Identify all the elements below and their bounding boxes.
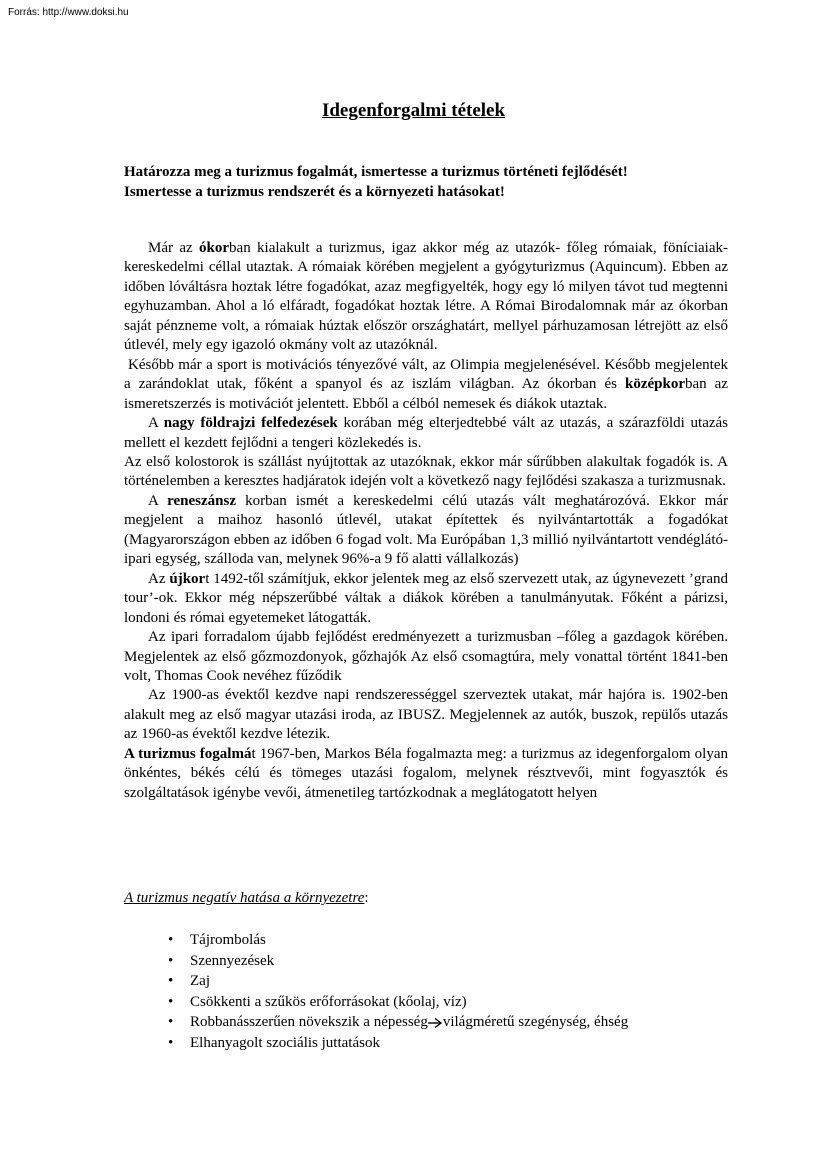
bullet-icon: •: [168, 1014, 174, 1030]
text-run: Az: [148, 570, 170, 587]
text-run: Később már a sport is motivációs tényezővé vált, az Olimpia megjelenésével. Később megjelentek a zarándoklat utak, főként a spanyol és az iszlám világban. Az ókorban és: [124, 356, 728, 393]
list-item-text: Elhanyagolt szociális juttatások: [190, 1034, 380, 1051]
list-item-text: Robbanásszerűen növekszik a népesség: [190, 1014, 428, 1030]
list-item-text: Szennyezések: [190, 952, 275, 969]
text-run: ban kialakult a turizmus, igaz akkor még az utazók- főleg rómaiak, föníciaiak- kereskedelmi céllal utaztak. A rómaiak körében megjelent a gyógyturizmus (Aquincum). Ebben az időben lóváltásra hoztak létre fogadókat, azaz megfigyelték, hogy egy ló milyen távot tud megtenni egyhuzamban. Ahol a ló elfáradt, fogadókat hoztak létre. A Római Birodalomnak már az ókorban saját pénzneme volt, a rómaiak húztak először országhatárt, mellyel párhuzamosan létrejött az első útlevél, mely egy igazoló okmány volt az utazóknál.: [124, 240, 728, 354]
paragraph-renaissance: [124, 492, 728, 570]
bold-term: reneszánsz: [167, 492, 236, 509]
paragraph-sport: [124, 356, 728, 414]
bullet-icon: •: [168, 993, 174, 1010]
text-run: t 1492-től számítjuk, ekkor jelentek meg az első szervezett utak, az úgynevezett ’grand tour’-ok. Ekkor még népszerűbbé váltak a diákok körében a tanulmányutak. Főként a párizsi, londoni és római egyetemeket látogatták.: [124, 570, 728, 626]
paragraph-discoveries: [124, 414, 728, 453]
paragraph-industrial: Az ipari forradalom újabb fejlődést eredményezett a turizmusban –főleg a gazdagok körében. Megjelentek az első gőzmozdonyok, gőzhajók Az első csomagtúra, mely vonattal történt 1841-ben volt, Thomas Cook nevéhez fűződik: [124, 629, 728, 684]
list-item: [124, 992, 628, 1013]
bold-term: középkor: [624, 376, 685, 393]
heading-text: A turizmus negatív hatása a környezetre: [124, 890, 365, 906]
paragraph-definition: [124, 745, 728, 803]
text-run: A: [148, 492, 168, 509]
bold-term: ókor: [199, 240, 230, 256]
negative-effects-list: [124, 930, 628, 1053]
bold-term: nagy földrajzi felfedezések: [163, 415, 338, 432]
negative-effects-heading: [124, 890, 369, 907]
bullet-icon: •: [168, 973, 174, 989]
text-run: t 1967-ben, Markos Béla fogalmazta meg: a turizmus az idegenforgalom olyan önkéntes, békés célú és tömeges utazási fogalom, melynek résztvevői, mint fogyasztók és szolgáltatások igénybe vevői, átmenetileg tartózkodnak a meglátogatott helyen: [124, 745, 728, 801]
bullet-icon: •: [168, 1034, 174, 1051]
list-item-text: világméretű szegénység, éhség: [442, 1014, 629, 1030]
bullet-icon: •: [168, 952, 174, 969]
bold-term: A turizmus fogalmá: [124, 745, 252, 762]
text-run: korában még elterjedtebbé vált az utazás, a szárazföldi utazás mellett el kezdett fejlődni a tengeri közlekedés is.: [124, 415, 728, 451]
heading-colon: :: [364, 890, 369, 906]
list-item: [124, 971, 628, 992]
list-item: [124, 1033, 628, 1054]
question-line-1: Határozza meg a turizmus fogalmát, ismertesse a turizmus történeti fejlődését!: [124, 164, 628, 180]
bold-term: újkor: [169, 570, 206, 587]
list-item: [124, 930, 628, 951]
text-run: Már az: [148, 240, 200, 256]
list-item-text: Zaj: [190, 973, 210, 989]
paragraph-modern-age: [124, 570, 728, 628]
text-run: A: [148, 415, 164, 432]
text-run: korban ismét a kereskedelmi célú utazás vált meghatározóvá. Ekkor már megjelent a maihoz hasonló útlevél, utakat építettek és nyilvántartották a fogadókat (Magyarországon ebben az időben 6 fogad volt. Ma Európában 1,3 millió nyilvántartott vendéglátó-ipari egység, szálloda van, melynek 96%-a 9 fő alatti vállalkozás): [124, 492, 728, 568]
body-text: [124, 239, 728, 803]
paragraph-1900s: Az 1900-as évektől kezdve napi rendszerességgel szerveztek utakat, már hajóra is. 1902-ben alakult meg az első magyar utazási iroda, az IBUSZ. Megjelennek az autók, buszok, repülős utazás az 1960-as évektől kezdve létezik.: [124, 687, 728, 743]
exam-question: [124, 162, 728, 202]
list-item: [124, 951, 628, 972]
bullet-icon: •: [168, 932, 174, 948]
right-arrow-icon: [428, 1017, 443, 1029]
list-item-text: Tájrombolás: [190, 932, 266, 948]
list-item-text: Csökkenti a szűkös erőforrásokat (kőolaj, víz): [190, 993, 467, 1010]
source-label: Forrás: http://www.doksi.hu: [8, 7, 129, 18]
text-run: ban az ismeretszerzés is motivációt jelentett. Ebből a célból nemesek és diákok utaztak.: [124, 376, 728, 412]
document-title: Idegenforgalmi tételek: [321, 100, 506, 121]
question-line-2: Ismertesse a turizmus rendszerét és a környezeti hatásokat!: [124, 184, 505, 200]
paragraph-antiquity: [124, 239, 728, 356]
paragraph-monasteries: Az első kolostorok is szállást nyújtottak az utazóknak, ekkor már sűrűbben alakultak fogadók is. A történelemben a keresztes hadjáratok idején volt a következő nagy fejlődési szakasza a turizmusnak.: [124, 453, 728, 490]
list-item: [124, 1012, 628, 1033]
